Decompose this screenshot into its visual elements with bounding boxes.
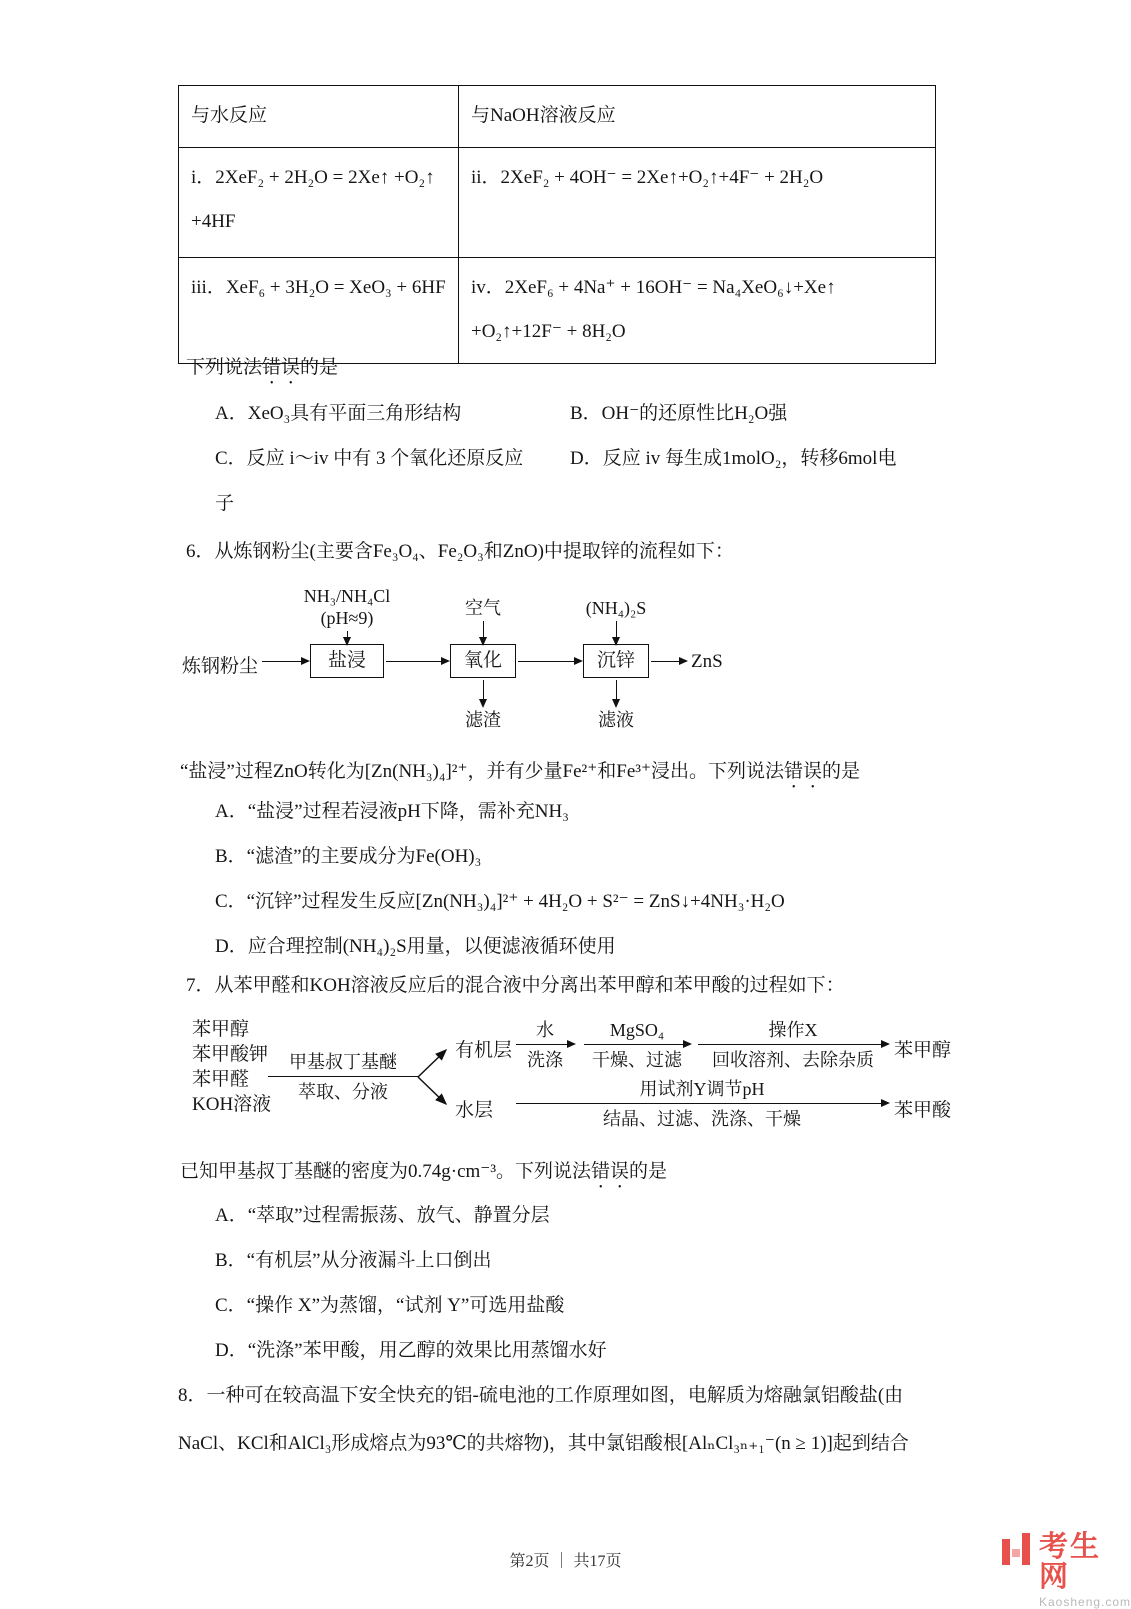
q6-options	[215, 800, 960, 980]
equation-cell-i: i．2XeF₂ + 2H₂O = 2Xe↑ +O₂↑ +4HF	[179, 148, 459, 258]
arrow-down-icon	[616, 680, 617, 706]
q7-option-b-row	[215, 1249, 960, 1294]
flow-output-label: ZnS	[691, 651, 723, 672]
dry-filter-operation-label: 干燥、过滤	[592, 1050, 682, 1070]
operation-x-step	[698, 1019, 888, 1071]
q7-option-c: C．“操作 X”为蒸馏，“试剂 Y”可选用盐酸	[215, 1295, 565, 1316]
reagent-label-ammonium-sulfide: (NH₄)₂S	[585, 598, 647, 618]
q7-stem	[180, 1156, 667, 1193]
q5-stem-text: 下列说法	[186, 357, 263, 378]
operation-x-label: 操作X	[768, 1020, 818, 1040]
ph-adjust-step	[516, 1078, 888, 1130]
flow-box-salt-leaching: 盐浸	[310, 644, 384, 678]
q7-stem-emphasis: 错误	[591, 1161, 630, 1182]
q6-title: 6．从炼钢粉尘(主要含Fe₃O₄、Fe₂O₃和ZnO)中提取锌的流程如下：	[186, 541, 734, 562]
q7-option-b: B．“有机层”从分液漏斗上口倒出	[215, 1250, 492, 1271]
page-number-indicator: 第2页 ｜ 共17页	[509, 1553, 622, 1570]
kaosheng-watermark	[1000, 1532, 1131, 1609]
arrow-right-icon	[262, 661, 308, 662]
q5-options-line-1	[215, 402, 960, 447]
q5-option-c: C．反应 i～iv 中有 3 个氧化还原反应	[215, 448, 524, 469]
q7-stem-tail: 的是	[629, 1161, 668, 1182]
q6-option-a-row	[215, 800, 960, 845]
q6-stem	[180, 756, 860, 793]
arrow-right-icon	[516, 1103, 888, 1104]
wash-step	[516, 1019, 574, 1071]
filter-residue-label: 滤渣	[465, 710, 501, 730]
q5-option-b: B．OH⁻的还原性比H₂O强	[570, 403, 788, 424]
organic-layer-label: 有机层	[455, 1040, 513, 1061]
arrow-down-icon	[483, 680, 484, 706]
table-row	[179, 258, 936, 364]
q6-option-b-row	[215, 845, 960, 890]
q5-stem-emphasis: 错误	[262, 357, 301, 378]
q5-options	[215, 402, 960, 537]
operation-x-purpose-label: 回收溶剂、去除杂质	[712, 1050, 874, 1070]
q8-text: 8．一种可在较高温下安全快充的铝-硫电池的工作原理如图，电解质为熔融氯铝酸盐(由NaCl、KCl和AlCl₃形成熔点为93℃的共熔物)，其中氯铝酸根[AlₙCl₃ₙ₊₁⁻(n ≥ 1)]起到结合	[178, 1385, 909, 1454]
arrow-right-icon	[584, 1044, 690, 1045]
q7-flow-diagram	[178, 1015, 978, 1150]
flow-input-label: 炼钢粉尘	[182, 656, 259, 677]
q5-stem-tail: 的是	[300, 357, 339, 378]
extraction-solvent-label: 甲基叔丁基醚	[289, 1052, 397, 1072]
reagent-label-air: 空气	[465, 598, 501, 618]
q6-option-c: C．“沉锌”过程发生反应[Zn(NH₃)₄]²⁺ + 4H₂O + S²⁻ = ZnS↓+4NH₃·H₂O	[215, 891, 785, 912]
kaosheng-logo-icon	[1000, 1532, 1034, 1570]
flow-box-zinc-precipitation: 沉锌	[583, 644, 649, 678]
arrow-down-icon	[483, 621, 484, 644]
q7-option-a: A．“萃取”过程需振荡、放气、静置分层	[215, 1205, 550, 1226]
page-footer	[0, 1548, 1131, 1571]
reagent-label-nh3-nh4cl	[277, 585, 417, 629]
filtrate-label: 滤液	[598, 710, 634, 730]
reagent-y-label: 用试剂Y调节pH	[639, 1079, 765, 1099]
benzyl-alcohol-product-label: 苯甲醇	[894, 1040, 952, 1061]
q6-option-d: D．应合理控制(NH₄)₂S用量，以便滤液循环使用	[215, 936, 616, 957]
q6-flow-diagram	[178, 585, 968, 735]
arrow-right-icon	[651, 661, 686, 662]
q5-option-a: A．XeO₃具有平面三角形结构	[215, 403, 462, 424]
extraction-step	[268, 1051, 418, 1103]
reagent-nh3-line2: (pH≈9)	[320, 608, 374, 628]
feed-item-benzyl-alcohol: 苯甲醇	[192, 1019, 250, 1040]
table-header-naoh-reaction: 与NaOH溶液反应	[459, 86, 936, 148]
q7-stem-text: 已知甲基叔丁基醚的密度为0.74g·cm⁻³。下列说法	[180, 1161, 592, 1182]
q7-option-d: D．“洗涤”苯甲酸，用乙醇的效果比用蒸馏水好	[215, 1340, 607, 1361]
arrow-down-icon	[616, 621, 617, 644]
extraction-operation-label: 萃取、分液	[298, 1082, 388, 1102]
q5-options-line-2	[215, 447, 960, 492]
q6-option-c-row	[215, 890, 960, 935]
q6-stem-emphasis: 错误	[783, 761, 822, 782]
table-header-row	[179, 86, 936, 148]
wash-operation-label: 洗涤	[527, 1050, 563, 1070]
watermark-domain: Kaosheng.com	[1039, 1595, 1131, 1609]
reagent-nh3-line1: NH₃/NH₄Cl	[303, 586, 391, 606]
q6-option-a: A．“盐浸”过程若浸液pH下降，需补充NH₃	[215, 801, 569, 822]
flow-box-oxidation: 氧化	[450, 644, 516, 678]
arrow-right-icon	[518, 661, 581, 662]
flow-line	[268, 1076, 418, 1077]
arrow-right-icon	[516, 1044, 574, 1045]
equation-cell-iv: iv．2XeF₆ + 4Na⁺ + 16OH⁻ = Na₄XeO₆↓+Xe↑ +O₂↑+12F⁻ + 8H₂O	[459, 258, 936, 364]
table-row	[179, 148, 936, 258]
q5-options-line-3	[215, 492, 960, 537]
water-layer-label: 水层	[455, 1100, 494, 1121]
dry-filter-step	[584, 1019, 690, 1071]
crystallize-operation-label: 结晶、过滤、洗涤、干燥	[603, 1109, 801, 1129]
q7-options	[215, 1204, 960, 1384]
wash-reagent-label: 水	[536, 1020, 554, 1040]
drying-agent-label: MgSO₄	[609, 1020, 665, 1040]
q6-stem-tail: 的是	[822, 761, 861, 782]
q7-option-c-row	[215, 1294, 960, 1339]
equation-cell-ii: ii．2XeF₂ + 4OH⁻ = 2Xe↑+O₂↑+4F⁻ + 2H₂O	[459, 148, 936, 258]
arrow-right-icon	[386, 661, 448, 662]
feed-item-benzaldehyde: 苯甲醛	[192, 1069, 250, 1090]
benzoic-acid-product-label: 苯甲酸	[894, 1100, 952, 1121]
q7-option-a-row	[215, 1204, 960, 1249]
xenon-reaction-table	[178, 85, 936, 364]
arrow-right-icon	[698, 1044, 888, 1045]
table-header-water-reaction: 与水反应	[179, 86, 459, 148]
feed-item-potassium-benzoate: 苯甲酸钾	[192, 1044, 269, 1065]
equation-cell-iii: iii．XeF₆ + 3H₂O = XeO₃ + 6HF	[179, 258, 459, 364]
q6-stem-text: “盐浸”过程ZnO转化为[Zn(NH₃)₄]²⁺，并有少量Fe²⁺和Fe³⁺浸出。下列说法	[180, 761, 784, 782]
watermark-brand: 考生网	[1039, 1531, 1102, 1593]
q5-stem	[186, 352, 338, 389]
q7-title: 7．从苯甲醛和KOH溶液反应后的混合液中分离出苯甲醇和苯甲酸的过程如下：	[186, 975, 845, 996]
feed-mixture-list	[192, 1017, 271, 1117]
q5-option-d-continuation: 子	[215, 493, 235, 514]
arrow-down-icon	[347, 631, 348, 644]
q5-option-d: D．反应 iv 每生成1molO₂，转移6mol电	[570, 448, 897, 469]
feed-item-koh-solution: KOH溶液	[192, 1094, 272, 1115]
q6-option-b: B．“滤渣”的主要成分为Fe(OH)₃	[215, 846, 482, 867]
